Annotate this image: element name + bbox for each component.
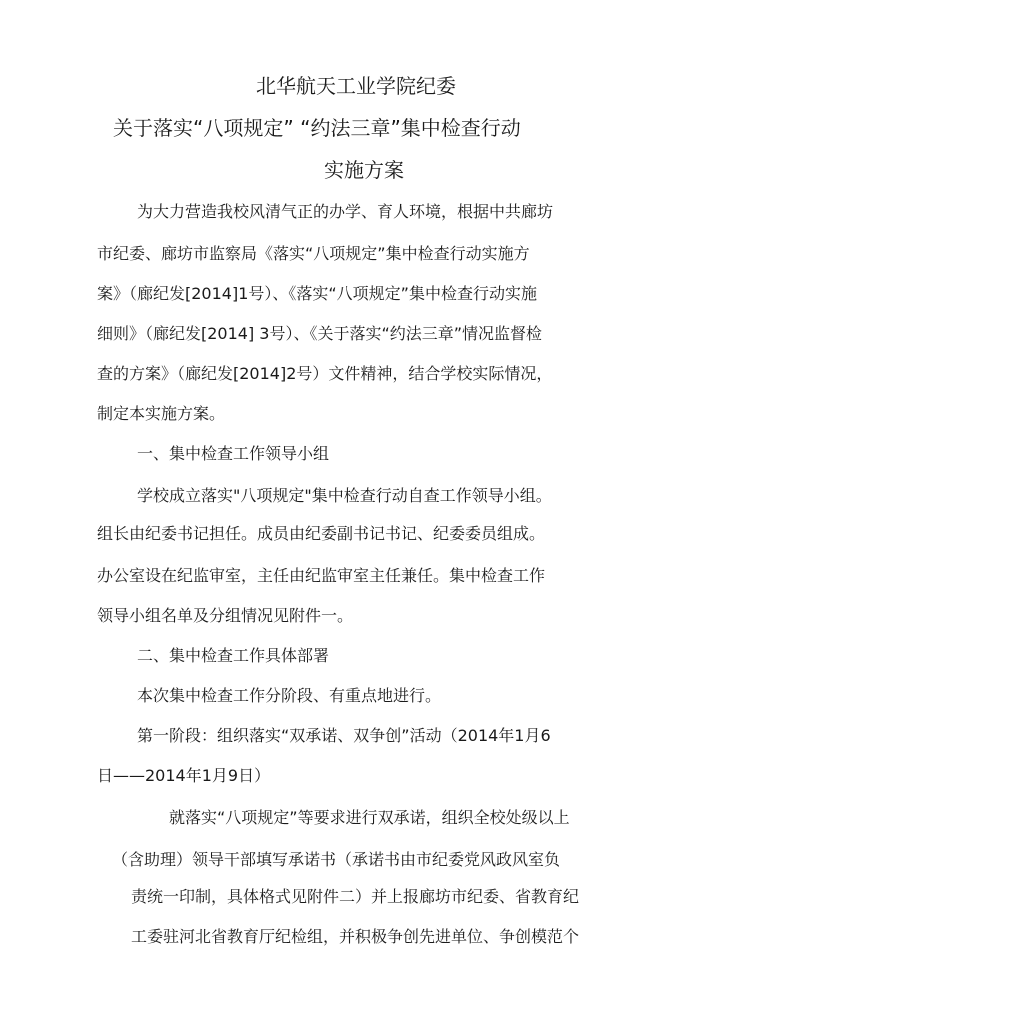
document-title-line-1: 北华航天工业学院纪委 (256, 74, 456, 98)
paragraph-1-line-5: 查的方案》（廊纪发[2014]2号）文件精神，结合学校实际情况， (97, 364, 553, 383)
paragraph-3: 本次集中检查工作分阶段、有重点地进行。 (137, 686, 442, 705)
paragraph-2-line-1: 学校成立落实"八项规定"集中检查行动自查工作领导小组。 (137, 486, 552, 505)
document-title-line-3: 实施方案 (324, 158, 404, 182)
paragraph-4-line-2: 日——2014年1月9日） (97, 766, 271, 785)
paragraph-1-line-4: 细则》（廊纪发[2014] 3号）、《关于落实“约法三章”情况监督检 (97, 324, 543, 343)
paragraph-1-line-6: 制定本实施方案。 (97, 404, 226, 423)
paragraph-1-line-3: 案》（廊纪发[2014]1号）、《落实“八项规定”集中检查行动实施 (97, 284, 537, 303)
paragraph-5-line-4: 工委驻河北省教育厅纪检组，并积极争创先进单位、争创模范个 (131, 927, 580, 946)
paragraph-1-line-1: 为大力营造我校风清气正的办学、育人环境，根据中共廊坊 (137, 202, 554, 221)
paragraph-1-line-2: 市纪委、廊坊市监察局《落实“八项规定”集中检查行动实施方 (97, 244, 530, 263)
section-heading-2: 二、集中检查工作具体部署 (137, 646, 330, 665)
paragraph-5-line-1: 就落实“八项规定”等要求进行双承诺，组织全校处级以上 (169, 808, 570, 827)
section-heading-1: 一、集中检查工作领导小组 (137, 444, 330, 463)
paragraph-2-line-3: 办公室设在纪监审室，主任由纪监审室主任兼任。集中检查工作 (97, 566, 546, 585)
paragraph-4-line-1: 第一阶段：组织落实“双承诺、双争创”活动（2014年1月6 (137, 726, 551, 745)
paragraph-2-line-2: 组长由纪委书记担任。成员由纪委副书记书记、纪委委员组成。 (97, 524, 546, 543)
document-title-line-2: 关于落实“八项规定” “约法三章”集中检查行动 (113, 116, 521, 140)
paragraph-2-line-4: 领导小组名单及分组情况见附件一。 (97, 606, 354, 625)
paragraph-5-line-2: （含助理）领导干部填写承诺书（承诺书由市纪委党风政风室负 (112, 850, 561, 869)
paragraph-5-line-3: 责统一印制，具体格式见附件二）并上报廊坊市纪委、省教育纪 (131, 887, 580, 906)
